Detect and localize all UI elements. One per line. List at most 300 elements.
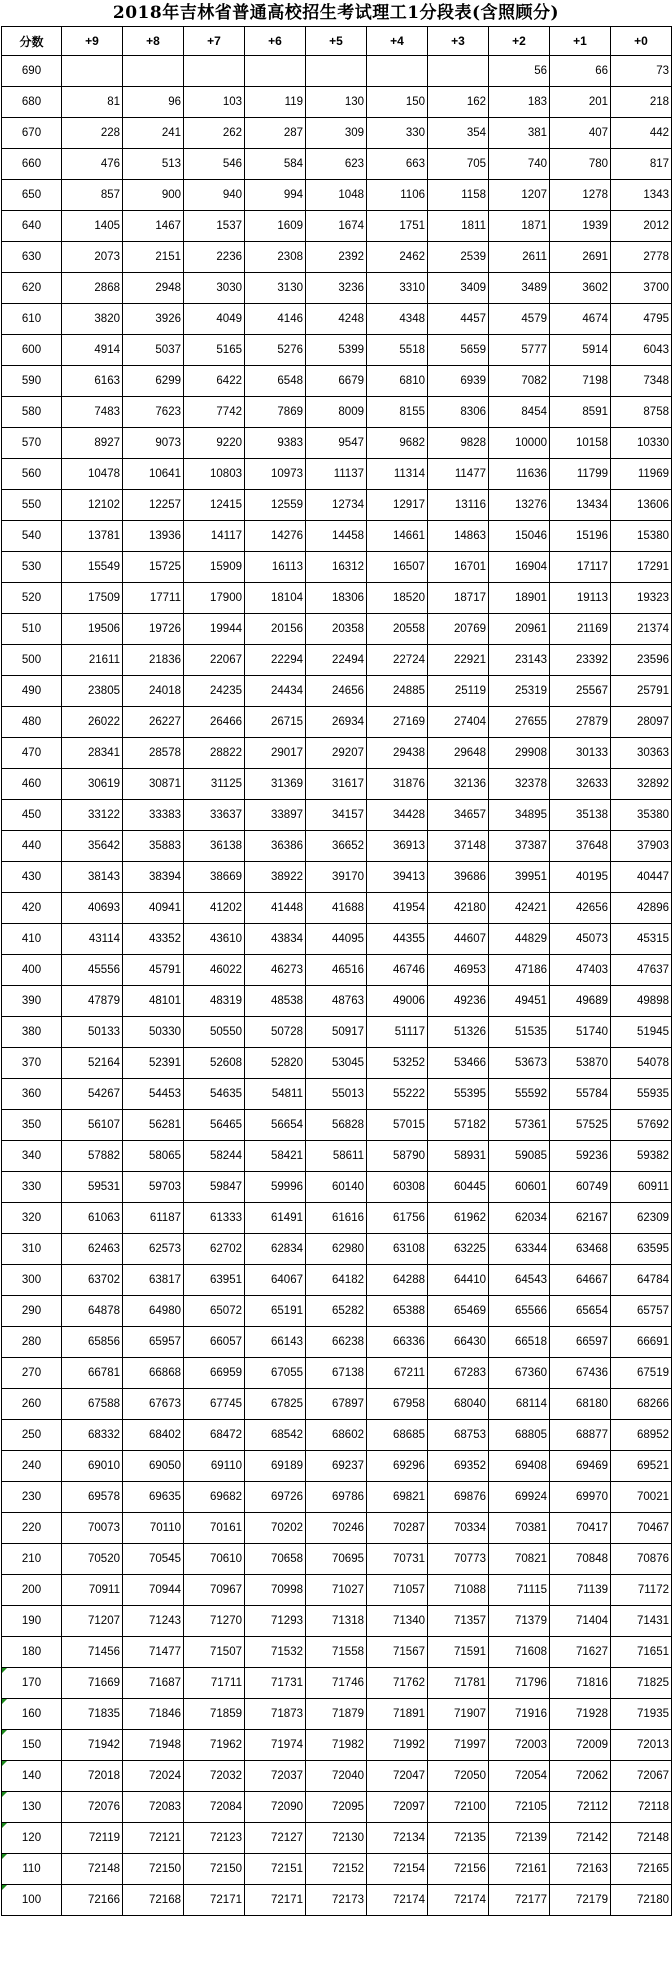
count-cell[interactable]: 4674 xyxy=(550,304,611,335)
count-cell[interactable]: 23596 xyxy=(611,645,672,676)
count-cell[interactable]: 162 xyxy=(428,87,489,118)
count-cell[interactable]: 57182 xyxy=(428,1110,489,1141)
count-cell[interactable] xyxy=(62,56,123,87)
count-cell[interactable]: 22921 xyxy=(428,645,489,676)
count-cell[interactable]: 70876 xyxy=(611,1544,672,1575)
count-cell[interactable]: 71088 xyxy=(428,1575,489,1606)
count-cell[interactable]: 26227 xyxy=(123,707,184,738)
count-cell[interactable]: 71357 xyxy=(428,1606,489,1637)
count-cell[interactable]: 14117 xyxy=(184,521,245,552)
count-cell[interactable]: 12917 xyxy=(367,490,428,521)
count-cell[interactable]: 6043 xyxy=(611,335,672,366)
count-cell[interactable]: 51535 xyxy=(489,1017,550,1048)
count-cell[interactable]: 72047 xyxy=(367,1761,428,1792)
count-cell[interactable]: 66336 xyxy=(367,1327,428,1358)
count-cell[interactable]: 2012 xyxy=(611,211,672,242)
count-cell[interactable]: 71992 xyxy=(367,1730,428,1761)
count-cell[interactable]: 12102 xyxy=(62,490,123,521)
score-cell[interactable]: 520 xyxy=(2,583,62,614)
count-cell[interactable]: 7082 xyxy=(489,366,550,397)
count-cell[interactable]: 48538 xyxy=(245,986,306,1017)
score-cell[interactable]: 670 xyxy=(2,118,62,149)
count-cell[interactable]: 48319 xyxy=(184,986,245,1017)
count-cell[interactable]: 11137 xyxy=(306,459,367,490)
count-cell[interactable]: 71746 xyxy=(306,1668,367,1699)
count-cell[interactable]: 71825 xyxy=(611,1668,672,1699)
count-cell[interactable]: 476 xyxy=(62,149,123,180)
score-cell[interactable]: 340 xyxy=(2,1141,62,1172)
count-cell[interactable]: 23143 xyxy=(489,645,550,676)
score-cell[interactable]: 680 xyxy=(2,87,62,118)
score-cell[interactable]: 300 xyxy=(2,1265,62,1296)
count-cell[interactable]: 940 xyxy=(184,180,245,211)
count-cell[interactable]: 34157 xyxy=(306,800,367,831)
count-cell[interactable]: 38669 xyxy=(184,862,245,893)
count-cell[interactable]: 15549 xyxy=(62,552,123,583)
count-cell[interactable]: 68805 xyxy=(489,1420,550,1451)
count-cell[interactable]: 35380 xyxy=(611,800,672,831)
count-cell[interactable]: 31125 xyxy=(184,769,245,800)
count-cell[interactable]: 67588 xyxy=(62,1389,123,1420)
count-cell[interactable]: 51326 xyxy=(428,1017,489,1048)
count-cell[interactable]: 50728 xyxy=(245,1017,306,1048)
count-cell[interactable]: 68114 xyxy=(489,1389,550,1420)
count-cell[interactable]: 46022 xyxy=(184,955,245,986)
count-cell[interactable]: 56828 xyxy=(306,1110,367,1141)
count-cell[interactable]: 71948 xyxy=(123,1730,184,1761)
count-cell[interactable]: 65191 xyxy=(245,1296,306,1327)
count-cell[interactable]: 4049 xyxy=(184,304,245,335)
score-cell[interactable]: 690 xyxy=(2,56,62,87)
count-cell[interactable]: 30133 xyxy=(550,738,611,769)
count-cell[interactable]: 71057 xyxy=(367,1575,428,1606)
count-cell[interactable]: 67211 xyxy=(367,1358,428,1389)
count-cell[interactable]: 71669 xyxy=(62,1668,123,1699)
count-cell[interactable]: 63951 xyxy=(184,1265,245,1296)
count-cell[interactable]: 59531 xyxy=(62,1172,123,1203)
count-cell[interactable]: 70911 xyxy=(62,1575,123,1606)
count-cell[interactable]: 25567 xyxy=(550,676,611,707)
count-cell[interactable]: 55013 xyxy=(306,1079,367,1110)
count-cell[interactable]: 32892 xyxy=(611,769,672,800)
count-cell[interactable]: 54267 xyxy=(62,1079,123,1110)
count-cell[interactable]: 70073 xyxy=(62,1513,123,1544)
count-cell[interactable]: 49451 xyxy=(489,986,550,1017)
count-cell[interactable]: 69110 xyxy=(184,1451,245,1482)
count-cell[interactable]: 11314 xyxy=(367,459,428,490)
count-cell[interactable]: 23805 xyxy=(62,676,123,707)
count-cell[interactable]: 70417 xyxy=(550,1513,611,1544)
count-cell[interactable]: 67958 xyxy=(367,1389,428,1420)
count-cell[interactable]: 5399 xyxy=(306,335,367,366)
score-cell[interactable]: 380 xyxy=(2,1017,62,1048)
count-cell[interactable]: 70731 xyxy=(367,1544,428,1575)
count-cell[interactable]: 71873 xyxy=(245,1699,306,1730)
count-cell[interactable]: 45073 xyxy=(550,924,611,955)
count-cell[interactable]: 66057 xyxy=(184,1327,245,1358)
count-cell[interactable]: 71139 xyxy=(550,1575,611,1606)
count-cell[interactable]: 29207 xyxy=(306,738,367,769)
score-cell[interactable]: 490 xyxy=(2,676,62,707)
count-cell[interactable]: 20558 xyxy=(367,614,428,645)
count-cell[interactable]: 38394 xyxy=(123,862,184,893)
count-cell[interactable]: 9220 xyxy=(184,428,245,459)
count-cell[interactable]: 72148 xyxy=(611,1823,672,1854)
count-cell[interactable]: 623 xyxy=(306,149,367,180)
count-cell[interactable]: 18306 xyxy=(306,583,367,614)
score-cell[interactable]: 110 xyxy=(2,1854,62,1885)
count-cell[interactable]: 66518 xyxy=(489,1327,550,1358)
score-cell[interactable]: 400 xyxy=(2,955,62,986)
count-cell[interactable]: 72179 xyxy=(550,1885,611,1916)
count-cell[interactable]: 72174 xyxy=(367,1885,428,1916)
count-cell[interactable]: 18901 xyxy=(489,583,550,614)
count-cell[interactable]: 2462 xyxy=(367,242,428,273)
count-cell[interactable]: 37648 xyxy=(550,831,611,862)
score-cell[interactable]: 500 xyxy=(2,645,62,676)
count-cell[interactable]: 201 xyxy=(550,87,611,118)
count-cell[interactable]: 10330 xyxy=(611,428,672,459)
count-cell[interactable] xyxy=(123,56,184,87)
count-cell[interactable]: 68952 xyxy=(611,1420,672,1451)
count-cell[interactable]: 69521 xyxy=(611,1451,672,1482)
count-cell[interactable]: 3030 xyxy=(184,273,245,304)
count-cell[interactable]: 65282 xyxy=(306,1296,367,1327)
count-cell[interactable]: 70161 xyxy=(184,1513,245,1544)
count-cell[interactable]: 68685 xyxy=(367,1420,428,1451)
count-cell[interactable]: 65566 xyxy=(489,1296,550,1327)
count-cell[interactable]: 6810 xyxy=(367,366,428,397)
count-cell[interactable]: 53252 xyxy=(367,1048,428,1079)
count-cell[interactable]: 16507 xyxy=(367,552,428,583)
count-cell[interactable]: 15725 xyxy=(123,552,184,583)
count-cell[interactable]: 12734 xyxy=(306,490,367,521)
count-cell[interactable]: 9682 xyxy=(367,428,428,459)
count-cell[interactable]: 62573 xyxy=(123,1234,184,1265)
count-cell[interactable]: 103 xyxy=(184,87,245,118)
count-cell[interactable]: 56 xyxy=(489,56,550,87)
count-cell[interactable]: 2691 xyxy=(550,242,611,273)
count-cell[interactable]: 71935 xyxy=(611,1699,672,1730)
count-cell[interactable]: 26022 xyxy=(62,707,123,738)
count-cell[interactable]: 72067 xyxy=(611,1761,672,1792)
count-cell[interactable]: 53673 xyxy=(489,1048,550,1079)
count-cell[interactable]: 7742 xyxy=(184,397,245,428)
count-cell[interactable]: 70848 xyxy=(550,1544,611,1575)
score-cell[interactable]: 370 xyxy=(2,1048,62,1079)
count-cell[interactable]: 40447 xyxy=(611,862,672,893)
count-cell[interactable]: 46953 xyxy=(428,955,489,986)
count-cell[interactable]: 40693 xyxy=(62,893,123,924)
count-cell[interactable]: 64980 xyxy=(123,1296,184,1327)
count-cell[interactable]: 61491 xyxy=(245,1203,306,1234)
count-cell[interactable]: 68472 xyxy=(184,1420,245,1451)
count-cell[interactable]: 66868 xyxy=(123,1358,184,1389)
count-cell[interactable]: 72177 xyxy=(489,1885,550,1916)
count-cell[interactable]: 70520 xyxy=(62,1544,123,1575)
count-cell[interactable]: 67283 xyxy=(428,1358,489,1389)
count-cell[interactable]: 36913 xyxy=(367,831,428,862)
count-cell[interactable]: 67673 xyxy=(123,1389,184,1420)
count-cell[interactable]: 67897 xyxy=(306,1389,367,1420)
count-cell[interactable]: 7869 xyxy=(245,397,306,428)
count-cell[interactable]: 37148 xyxy=(428,831,489,862)
count-cell[interactable]: 8927 xyxy=(62,428,123,459)
count-cell[interactable]: 60911 xyxy=(611,1172,672,1203)
count-cell[interactable]: 13434 xyxy=(550,490,611,521)
count-cell[interactable]: 20961 xyxy=(489,614,550,645)
score-cell[interactable]: 350 xyxy=(2,1110,62,1141)
count-cell[interactable]: 72148 xyxy=(62,1854,123,1885)
count-cell[interactable]: 513 xyxy=(123,149,184,180)
score-cell[interactable]: 100 xyxy=(2,1885,62,1916)
score-cell[interactable]: 610 xyxy=(2,304,62,335)
count-cell[interactable]: 442 xyxy=(611,118,672,149)
score-cell[interactable]: 250 xyxy=(2,1420,62,1451)
count-cell[interactable]: 994 xyxy=(245,180,306,211)
count-cell[interactable]: 42656 xyxy=(550,893,611,924)
count-cell[interactable]: 1343 xyxy=(611,180,672,211)
count-cell[interactable]: 130 xyxy=(306,87,367,118)
count-cell[interactable]: 72142 xyxy=(550,1823,611,1854)
count-cell[interactable]: 69821 xyxy=(367,1482,428,1513)
count-cell[interactable]: 56654 xyxy=(245,1110,306,1141)
count-cell[interactable]: 1609 xyxy=(245,211,306,242)
count-cell[interactable]: 61756 xyxy=(367,1203,428,1234)
count-cell[interactable]: 15196 xyxy=(550,521,611,552)
count-cell[interactable]: 36138 xyxy=(184,831,245,862)
count-cell[interactable]: 21169 xyxy=(550,614,611,645)
score-cell[interactable]: 590 xyxy=(2,366,62,397)
count-cell[interactable]: 72152 xyxy=(306,1854,367,1885)
count-cell[interactable]: 65388 xyxy=(367,1296,428,1327)
count-cell[interactable]: 59703 xyxy=(123,1172,184,1203)
count-cell[interactable]: 72171 xyxy=(245,1885,306,1916)
count-cell[interactable]: 39170 xyxy=(306,862,367,893)
score-cell[interactable]: 320 xyxy=(2,1203,62,1234)
count-cell[interactable]: 8591 xyxy=(550,397,611,428)
count-cell[interactable]: 47879 xyxy=(62,986,123,1017)
count-cell[interactable]: 32378 xyxy=(489,769,550,800)
count-cell[interactable]: 72095 xyxy=(306,1792,367,1823)
count-cell[interactable]: 61616 xyxy=(306,1203,367,1234)
count-cell[interactable]: 71243 xyxy=(123,1606,184,1637)
count-cell[interactable]: 72163 xyxy=(550,1854,611,1885)
count-cell[interactable]: 70695 xyxy=(306,1544,367,1575)
count-cell[interactable]: 6299 xyxy=(123,366,184,397)
count-cell[interactable]: 60601 xyxy=(489,1172,550,1203)
score-cell[interactable]: 640 xyxy=(2,211,62,242)
count-cell[interactable]: 19323 xyxy=(611,583,672,614)
count-cell[interactable]: 72097 xyxy=(367,1792,428,1823)
count-cell[interactable]: 72024 xyxy=(123,1761,184,1792)
score-cell[interactable]: 200 xyxy=(2,1575,62,1606)
count-cell[interactable]: 27879 xyxy=(550,707,611,738)
count-cell[interactable]: 71982 xyxy=(306,1730,367,1761)
count-cell[interactable]: 72100 xyxy=(428,1792,489,1823)
count-cell[interactable]: 71608 xyxy=(489,1637,550,1668)
count-cell[interactable]: 24434 xyxy=(245,676,306,707)
count-cell[interactable]: 71781 xyxy=(428,1668,489,1699)
count-cell[interactable]: 72062 xyxy=(550,1761,611,1792)
count-cell[interactable]: 41202 xyxy=(184,893,245,924)
count-cell[interactable]: 56281 xyxy=(123,1110,184,1141)
count-cell[interactable]: 41688 xyxy=(306,893,367,924)
count-cell[interactable]: 71404 xyxy=(550,1606,611,1637)
count-cell[interactable]: 11636 xyxy=(489,459,550,490)
score-cell[interactable]: 630 xyxy=(2,242,62,273)
count-cell[interactable]: 2539 xyxy=(428,242,489,273)
count-cell[interactable]: 6163 xyxy=(62,366,123,397)
count-cell[interactable]: 12257 xyxy=(123,490,184,521)
count-cell[interactable]: 65757 xyxy=(611,1296,672,1327)
count-cell[interactable]: 150 xyxy=(367,87,428,118)
count-cell[interactable]: 64667 xyxy=(550,1265,611,1296)
count-cell[interactable]: 41448 xyxy=(245,893,306,924)
count-cell[interactable]: 46746 xyxy=(367,955,428,986)
count-cell[interactable]: 72118 xyxy=(611,1792,672,1823)
count-cell[interactable]: 17900 xyxy=(184,583,245,614)
count-cell[interactable]: 57525 xyxy=(550,1110,611,1141)
count-cell[interactable]: 59847 xyxy=(184,1172,245,1203)
count-cell[interactable]: 241 xyxy=(123,118,184,149)
count-cell[interactable]: 330 xyxy=(367,118,428,149)
count-cell[interactable]: 69189 xyxy=(245,1451,306,1482)
count-cell[interactable]: 1106 xyxy=(367,180,428,211)
score-cell[interactable]: 530 xyxy=(2,552,62,583)
count-cell[interactable]: 64067 xyxy=(245,1265,306,1296)
count-cell[interactable]: 31876 xyxy=(367,769,428,800)
score-cell[interactable]: 130 xyxy=(2,1792,62,1823)
count-cell[interactable]: 52164 xyxy=(62,1048,123,1079)
count-cell[interactable]: 57692 xyxy=(611,1110,672,1141)
score-cell[interactable]: 160 xyxy=(2,1699,62,1730)
count-cell[interactable]: 73 xyxy=(611,56,672,87)
score-cell[interactable]: 510 xyxy=(2,614,62,645)
count-cell[interactable]: 68180 xyxy=(550,1389,611,1420)
count-cell[interactable]: 67360 xyxy=(489,1358,550,1389)
count-cell[interactable]: 3130 xyxy=(245,273,306,304)
count-cell[interactable]: 6679 xyxy=(306,366,367,397)
count-cell[interactable]: 70967 xyxy=(184,1575,245,1606)
count-cell[interactable]: 17291 xyxy=(611,552,672,583)
count-cell[interactable]: 71591 xyxy=(428,1637,489,1668)
count-cell[interactable]: 55395 xyxy=(428,1079,489,1110)
count-cell[interactable]: 68542 xyxy=(245,1420,306,1451)
count-cell[interactable]: 70944 xyxy=(123,1575,184,1606)
count-cell[interactable]: 71507 xyxy=(184,1637,245,1668)
count-cell[interactable]: 9828 xyxy=(428,428,489,459)
count-cell[interactable]: 3409 xyxy=(428,273,489,304)
count-cell[interactable]: 5914 xyxy=(550,335,611,366)
count-cell[interactable]: 49898 xyxy=(611,986,672,1017)
count-cell[interactable]: 66430 xyxy=(428,1327,489,1358)
count-cell[interactable]: 64878 xyxy=(62,1296,123,1327)
count-cell[interactable]: 64410 xyxy=(428,1265,489,1296)
count-cell[interactable]: 72174 xyxy=(428,1885,489,1916)
count-cell[interactable]: 2778 xyxy=(611,242,672,273)
count-cell[interactable]: 44829 xyxy=(489,924,550,955)
count-cell[interactable]: 68877 xyxy=(550,1420,611,1451)
count-cell[interactable]: 407 xyxy=(550,118,611,149)
count-cell[interactable]: 46516 xyxy=(306,955,367,986)
count-cell[interactable]: 5777 xyxy=(489,335,550,366)
count-cell[interactable]: 72130 xyxy=(306,1823,367,1854)
count-cell[interactable]: 4795 xyxy=(611,304,672,335)
count-cell[interactable]: 37387 xyxy=(489,831,550,862)
count-cell[interactable]: 69682 xyxy=(184,1482,245,1513)
count-cell[interactable]: 70110 xyxy=(123,1513,184,1544)
count-cell[interactable]: 9073 xyxy=(123,428,184,459)
count-cell[interactable]: 43114 xyxy=(62,924,123,955)
count-cell[interactable]: 47637 xyxy=(611,955,672,986)
count-cell[interactable]: 35883 xyxy=(123,831,184,862)
count-cell[interactable]: 68753 xyxy=(428,1420,489,1451)
count-cell[interactable]: 64182 xyxy=(306,1265,367,1296)
count-cell[interactable]: 7483 xyxy=(62,397,123,428)
count-cell[interactable]: 19506 xyxy=(62,614,123,645)
count-cell[interactable]: 67138 xyxy=(306,1358,367,1389)
count-cell[interactable]: 71456 xyxy=(62,1637,123,1668)
count-cell[interactable]: 68402 xyxy=(123,1420,184,1451)
count-cell[interactable]: 2073 xyxy=(62,242,123,273)
score-cell[interactable]: 600 xyxy=(2,335,62,366)
count-cell[interactable]: 71340 xyxy=(367,1606,428,1637)
count-cell[interactable]: 72173 xyxy=(306,1885,367,1916)
score-cell[interactable]: 280 xyxy=(2,1327,62,1358)
count-cell[interactable]: 71796 xyxy=(489,1668,550,1699)
count-cell[interactable]: 72121 xyxy=(123,1823,184,1854)
count-cell[interactable] xyxy=(184,56,245,87)
count-cell[interactable]: 72154 xyxy=(367,1854,428,1885)
count-cell[interactable]: 69050 xyxy=(123,1451,184,1482)
count-cell[interactable]: 71835 xyxy=(62,1699,123,1730)
count-cell[interactable]: 72009 xyxy=(550,1730,611,1761)
count-cell[interactable]: 72135 xyxy=(428,1823,489,1854)
count-cell[interactable]: 71027 xyxy=(306,1575,367,1606)
count-cell[interactable]: 67519 xyxy=(611,1358,672,1389)
count-cell[interactable]: 66781 xyxy=(62,1358,123,1389)
count-cell[interactable]: 71115 xyxy=(489,1575,550,1606)
count-cell[interactable]: 61187 xyxy=(123,1203,184,1234)
count-cell[interactable]: 20156 xyxy=(245,614,306,645)
count-cell[interactable]: 22494 xyxy=(306,645,367,676)
count-cell[interactable]: 70021 xyxy=(611,1482,672,1513)
count-cell[interactable]: 33637 xyxy=(184,800,245,831)
score-cell[interactable]: 190 xyxy=(2,1606,62,1637)
count-cell[interactable]: 71942 xyxy=(62,1730,123,1761)
count-cell[interactable]: 49236 xyxy=(428,986,489,1017)
count-cell[interactable]: 26934 xyxy=(306,707,367,738)
count-cell[interactable]: 30363 xyxy=(611,738,672,769)
count-cell[interactable]: 51945 xyxy=(611,1017,672,1048)
count-cell[interactable]: 62834 xyxy=(245,1234,306,1265)
count-cell[interactable]: 14276 xyxy=(245,521,306,552)
count-cell[interactable]: 36652 xyxy=(306,831,367,862)
count-cell[interactable]: 9383 xyxy=(245,428,306,459)
count-cell[interactable]: 17117 xyxy=(550,552,611,583)
count-cell[interactable]: 53466 xyxy=(428,1048,489,1079)
count-cell[interactable]: 72018 xyxy=(62,1761,123,1792)
count-cell[interactable]: 10158 xyxy=(550,428,611,459)
score-cell[interactable]: 330 xyxy=(2,1172,62,1203)
count-cell[interactable]: 28822 xyxy=(184,738,245,769)
count-cell[interactable]: 62702 xyxy=(184,1234,245,1265)
count-cell[interactable]: 13606 xyxy=(611,490,672,521)
count-cell[interactable]: 59996 xyxy=(245,1172,306,1203)
count-cell[interactable]: 218 xyxy=(611,87,672,118)
count-cell[interactable]: 287 xyxy=(245,118,306,149)
